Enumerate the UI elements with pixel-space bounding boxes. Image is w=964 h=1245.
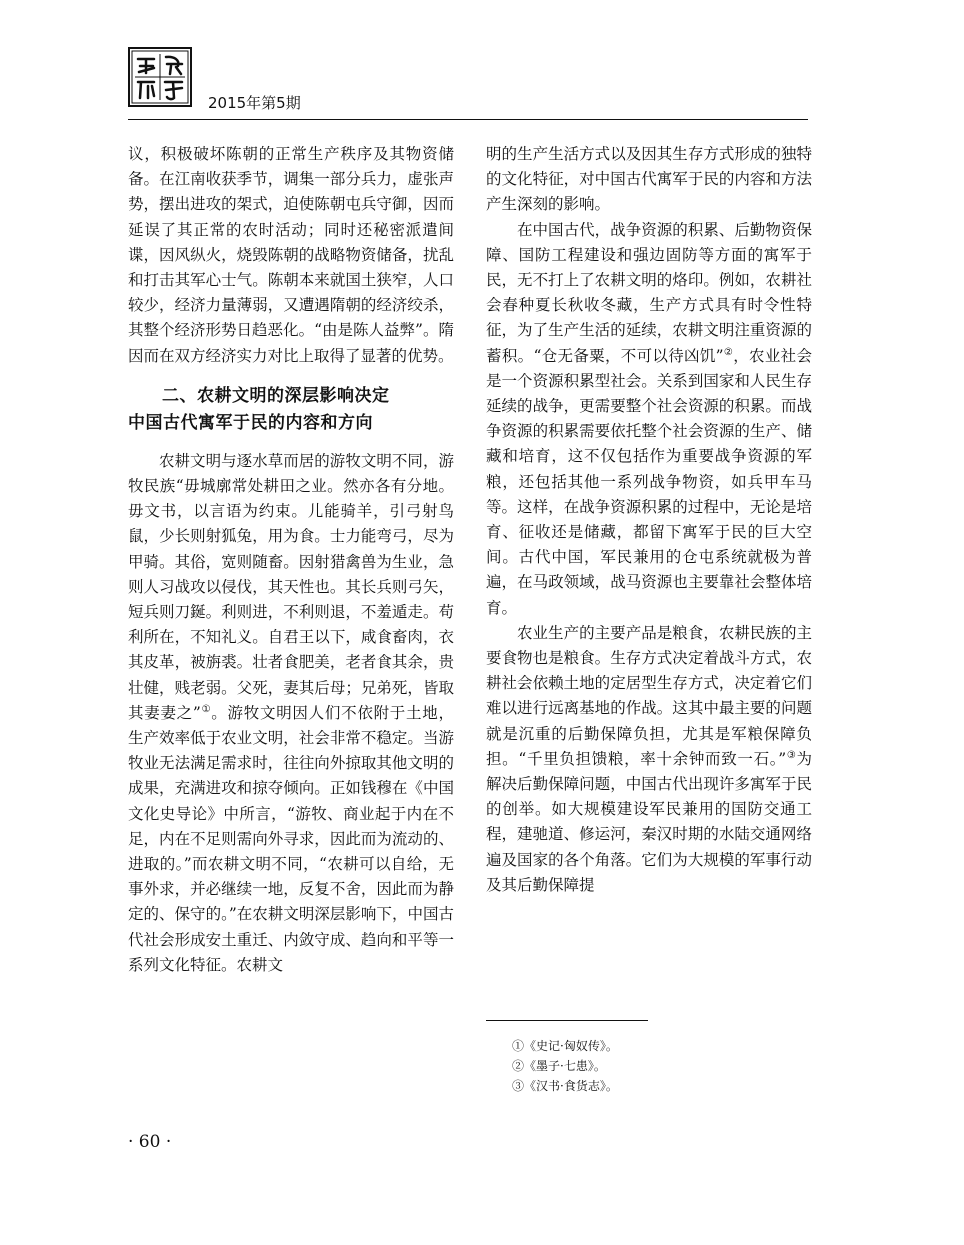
footnote-ref[interactable]: ③ [786,749,797,761]
paragraph: 议，积极破坏陈朝的正常生产秩序及其物资储备。在江南收获季节，调集一部分兵力，虚张声势，摆出进攻的架式，迫使陈朝屯兵守御，因而延误了其正常的农时活动；同时还秘密派遣间谍，因风纵火，烧毁陈朝的战略物资储备，扰乱和打击其军心士气。陈朝本来就国土狭窄，人口较少，经济力量薄弱，又遭遇隋朝的经济绞杀，其整个经济形势日趋恶化。“由是陈人益弊”。隋因而在双方经济实力对比上取得了显著的优势。 [128,145,454,365]
issue-label: 2015年第5期 [208,94,301,112]
paragraph-text: 农业生产的主要产品是粮食，农耕民族的主要食物也是粮食。生存方式决定着战斗方式，农耕社会依赖土地的定居型生存方式，决定着它们难以进行远离基地的作战。这其中最主要的问题就是沉重的后勤保障负担，尤其是军粮保障负担。“千里负担馈粮，率十余钟而致一石。” [486,623,812,768]
footnote: ②《墨子·七患》。 [512,1059,606,1073]
page-number: · 60 · [128,1132,172,1152]
section-heading [128,383,454,437]
paragraph-text: 农耕文明与逐水草而居的游牧文明不同，游牧民族“毋城廓常处耕田之业。然亦各有分地。毋文书，以言语为约束。儿能骑羊，引弓射鸟鼠，少长则射狐兔，用为食。士力能弯弓，尽为甲骑。其俗，宽则随畜。因射猎禽兽为生业，急则人习战攻以侵伐，其天性也。其长兵则弓矢，短兵则刀鋋。利则进，不利则退，不羞遁走。苟利所在，不知礼义。自君王以下，咸食畜肉，衣其皮革，被旃裘。壮者食肥美，老者食其余，贵壮健，贱老弱。父死，妻其后母；兄弟死，皆取其妻妻之” [128,451,454,722]
paragraph: 明的生产生活方式以及因其生存方式形成的独特的文化特征，对中国古代寓军于民的内容和方法产生深刻的影响。 [486,145,812,214]
header-rule [128,119,808,120]
paragraph-text: ，农业社会是一个资源积累型社会。关系到国家和人民生存延续的战争，更需要整个社会资源的积累。而战争资源的积累需要依托整个社会资源的生产、储藏和培育，这不仅包括作为重要战争资源的军粮，还包括其他一系列战争物资，如兵甲车马等。这样，在战争资源积累的过程中，无论是培育、征收还是储藏，都留下寓军于民的巨大空间。古代中国，军民兼用的仓屯系统就极为普遍，在马政领域，战马资源也主要靠社会整体培育。 [486,346,812,617]
paragraph [128,449,454,978]
paragraph-text: 为解决后勤保障问题，中国古代出现许多寓军于民的创举。如大规模建设军民兼用的国防交通工程，建驰道、修运河，秦汉时期的水陆交通网络遍及国家的各个角落。它们为大规模的军事行动及其后勤保障提 [486,749,812,894]
section-heading-line: 中国古代寓军于民的内容和方向 [128,412,373,433]
section-heading-line: 二、农耕文明的深层影响决定 [162,385,390,406]
journal-logo [126,44,196,112]
paragraph-text: 在中国古代，战争资源的积累、后勤物资保障、国防工程建设和强边固防等方面的寓军于民，无不打上了农耕文明的烙印。例如，农耕社会春种夏长秋收冬藏，生产方式具有时令性特征，为了生产生活的延续，农耕文明注重资源的蓄积。“仓无备粟，不可以待凶饥” [486,220,812,365]
paragraph [486,621,812,898]
footnote: ③《汉书·食货志》。 [512,1079,618,1093]
right-column [486,142,812,898]
footnote: ①《史记·匈奴传》。 [512,1039,618,1053]
footnote-rule [486,1020,648,1021]
footnote-ref[interactable]: ① [200,703,212,715]
left-column [128,142,454,978]
paragraph-text: 。游牧文明因人们不依附于土地，生产效率低于农业文明，社会非常不稳定。当游牧业无法满足需求时，往往向外掠取其他文明的成果，充满进攻和掠夺倾向。正如钱穆在《中国文化史导论》中所言，“游牧、商业起于内在不足，内在不足则需向外寻求，因此而为流动的、进取的。”而农耕文明不同，“农耕可以自给，无事外求，并必继续一地，反复不舍，因此而为静定的、保守的。”在农耕文明深层影响下，中国古代社会形成安土重迁、内敛守成、趋向和平等一系列文化特征。农耕文 [128,703,454,974]
footnotes [512,1036,618,1096]
paragraph [486,218,812,621]
footnote-ref[interactable]: ② [723,346,734,358]
